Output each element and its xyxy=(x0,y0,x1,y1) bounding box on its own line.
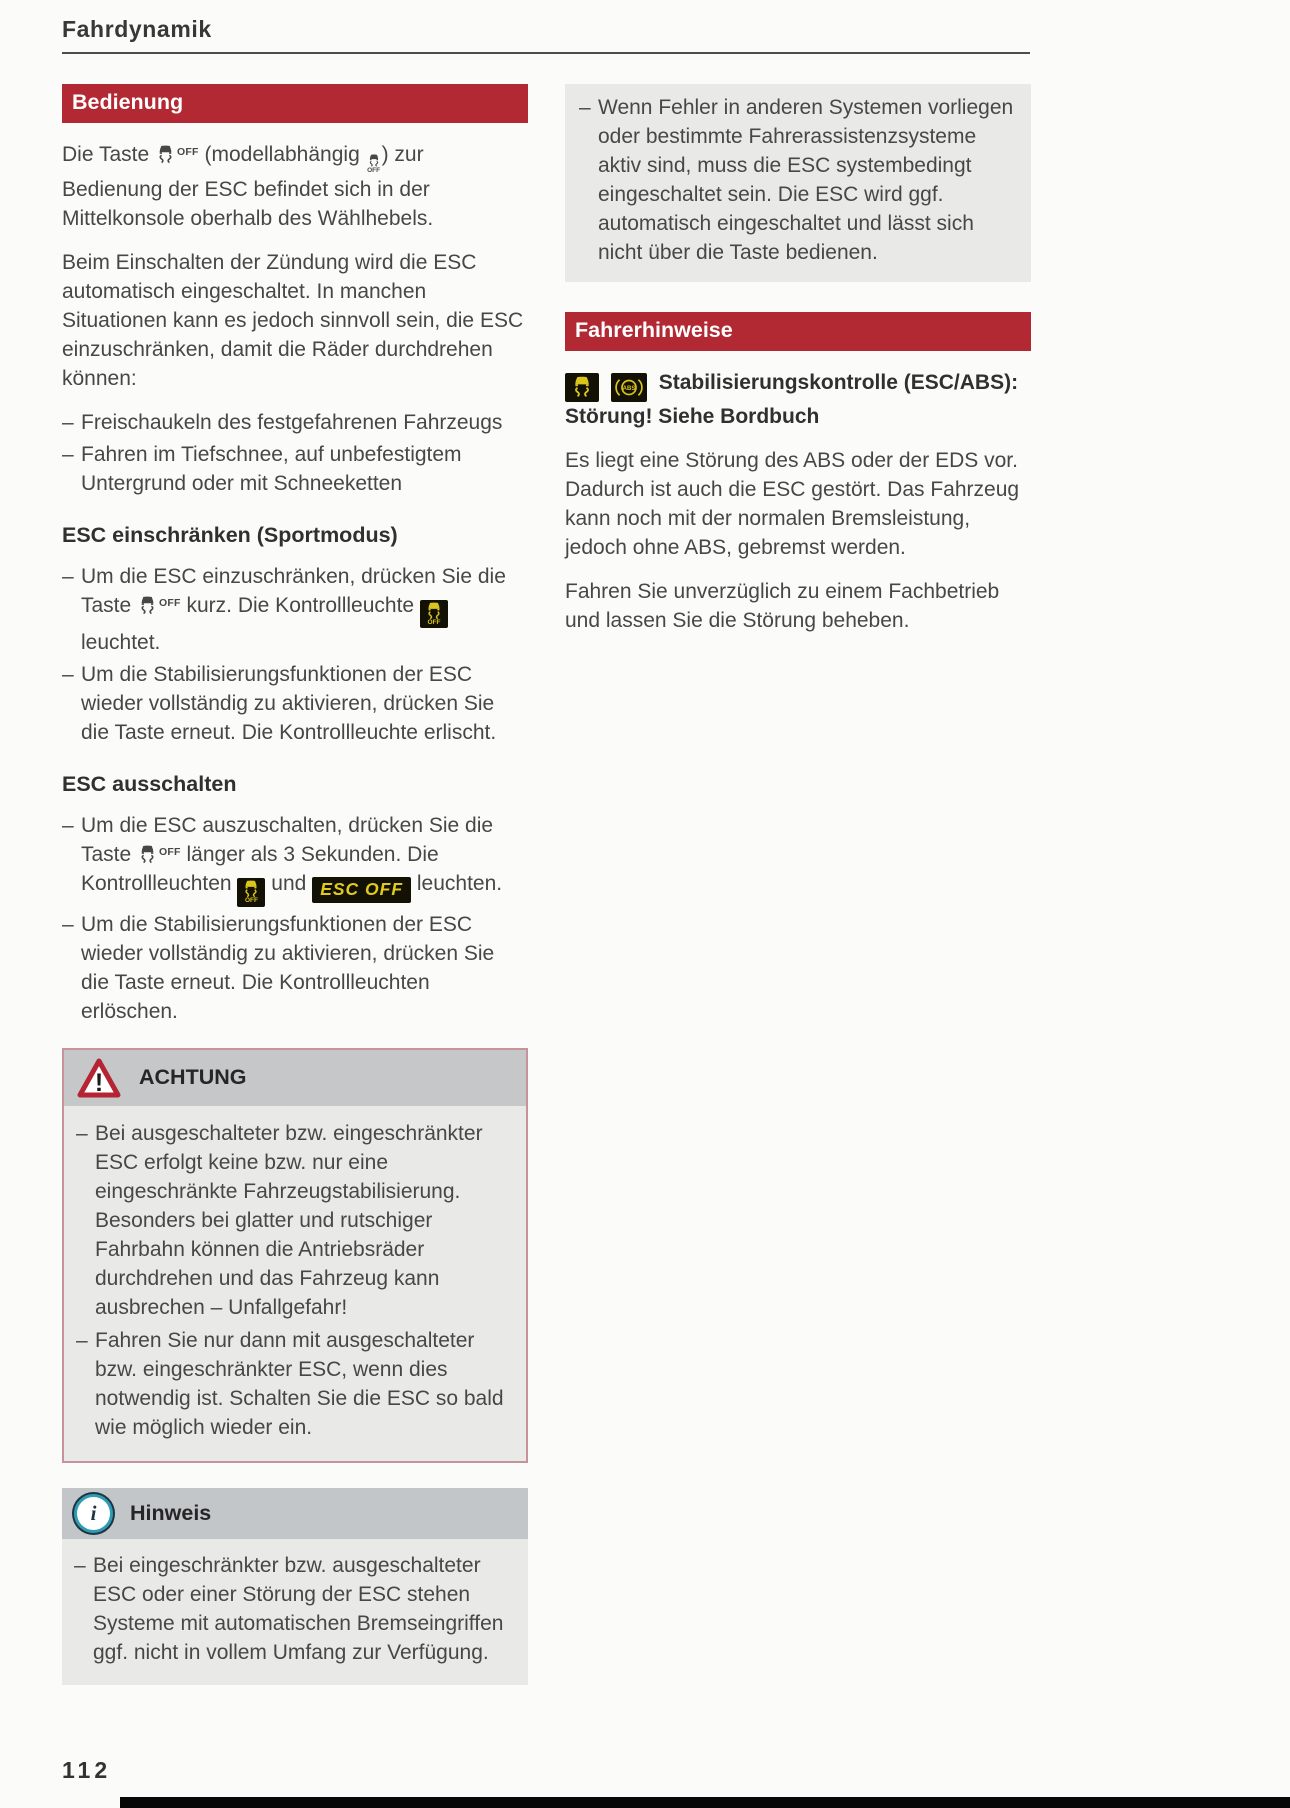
info-icon: i xyxy=(74,1494,113,1533)
text-run: länger als 3 Sekunden. Die Kontrollleuchten xyxy=(81,843,439,895)
content-columns xyxy=(62,84,1031,1685)
list-item: – Fahren Sie nur dann mit ausgeschalteter bzw. eingeschränkter ESC, wenn dies notwendig ist. Schalten Sie die ESC so bald wie möglich wieder ein. xyxy=(76,1326,514,1442)
esc-off-warning-lamp-icon xyxy=(237,878,265,907)
text-run: Um die ESC auszuschalten, drücken Sie die Taste xyxy=(81,814,494,866)
bottom-scan-edge xyxy=(120,1797,1290,1808)
list-item xyxy=(62,811,528,907)
list-item: – Wenn Fehler in anderen Systemen vorliegen oder bestimmte Fahrerassistenzsysteme aktiv sind, muss die ESC systembedingt eingeschaltet sein. Die ESC wird ggf. automatisch eingeschaltet und lässt sich nicht über die Taste bedienen. xyxy=(579,93,1017,267)
ausschalten-steps xyxy=(62,811,528,1026)
car-skid-icon xyxy=(137,596,158,616)
text-run: leuchten. xyxy=(416,872,503,895)
situation-list xyxy=(62,408,528,498)
exclamation-glyph: ! xyxy=(94,1068,104,1097)
text-run: Um die ESC einzuschränken, drücken Sie die Taste xyxy=(81,564,506,617)
off-label: OFF xyxy=(427,618,441,626)
warning-triangle-icon xyxy=(76,1057,122,1099)
abs-warning-lamp-icon xyxy=(611,373,647,402)
esc-off-text-lamp-icon: ESC OFF xyxy=(312,877,411,903)
list-item: – Freischaukeln des festgefahrenen Fahrzeugs xyxy=(62,408,528,437)
text-run: Die Taste xyxy=(62,143,150,166)
esc-off-button-icon xyxy=(155,145,199,165)
abs-icon xyxy=(614,376,644,399)
paragraph-fault-action: Fahren Sie unverzüglich zu einem Fachbetrieb und lassen Sie die Störung beheben. xyxy=(565,580,1000,632)
sportmodus-steps xyxy=(62,562,528,748)
paragraph-button-location xyxy=(62,140,528,233)
list-item: – Fahren im Tiefschnee, auf unbefestigtem Untergrund oder mit Schneeketten xyxy=(62,440,528,498)
car-skid-icon xyxy=(366,154,382,168)
text-run: leuchtet. xyxy=(81,631,161,654)
text-run: und xyxy=(271,872,307,895)
warning-box-body xyxy=(64,1106,526,1461)
warning-box-header xyxy=(64,1050,526,1106)
subheading-esc-ausschalten: ESC ausschalten xyxy=(62,772,237,796)
subheading-sportmodus: ESC einschränken (Sportmodus) xyxy=(62,522,398,547)
right-column xyxy=(565,84,1031,650)
car-skid-icon xyxy=(155,145,176,165)
note-box xyxy=(62,1488,528,1685)
warning-box xyxy=(62,1048,528,1463)
warning-box-title: ACHTUNG xyxy=(139,1065,247,1089)
list-item: – Bei eingeschränkter bzw. ausgeschalteter ESC oder einer Störung der ESC stehen Systeme mit automatischen Bremseingriffen ggf. nicht in vollem Umfang zur Verfügung. xyxy=(74,1551,516,1667)
car-skid-icon xyxy=(137,845,158,865)
esc-off-warning-lamp-icon xyxy=(420,600,448,629)
off-label: OFF xyxy=(159,846,181,858)
section-banner-fahrerhinweise: Fahrerhinweise xyxy=(565,312,1031,351)
note-box-title: Hinweis xyxy=(130,1500,212,1525)
esc-off-stacked-icon xyxy=(366,154,382,175)
list-item: – Um die Stabilisierungsfunktionen der ESC wieder vollständig zu aktivieren, drücken Sie die Taste erneut. Die Kontrollleuchten erlöschen. xyxy=(62,910,528,1026)
fault-message-heading xyxy=(565,368,1031,431)
list-item: – Um die Stabilisierungsfunktionen der ESC wieder vollständig zu aktivieren, drücken Sie die Taste erneut. Die Kontrollleuchte erlischt. xyxy=(62,660,528,747)
paragraph-fault-description: Es liegt eine Störung des ABS oder der EDS vor. Dadurch ist auch die ESC gestört. Das Fahrzeug kann noch mit der normalen Bremsleistung, jedoch ohne ABS, gebremst werden. xyxy=(565,449,1020,559)
off-label: OFF xyxy=(244,897,258,904)
car-skid-icon xyxy=(570,376,594,399)
page-title: Fahrdynamik xyxy=(62,16,212,42)
page-number: 112 xyxy=(62,1757,112,1783)
off-label: OFF xyxy=(367,167,381,174)
list-item xyxy=(62,562,528,658)
abs-label: ABS xyxy=(622,385,636,392)
off-label: OFF xyxy=(177,146,199,158)
esc-warning-lamp-icon xyxy=(565,373,599,402)
fault-heading-text: Stabilisierungskontrolle (ESC/ABS): Störung! Siehe Bordbuch xyxy=(565,371,1019,428)
paragraph-auto-on: Beim Einschalten der Zündung wird die ESC automatisch eingeschaltet. In manchen Situationen kann es jedoch sinnvoll sein, die ESC einzuschränken, damit die Räder durchdrehen können: xyxy=(62,250,524,390)
note-continuation-box xyxy=(565,84,1031,282)
text-run: ) zur Bedienung der ESC befindet sich in der Mittelkonsole oberhalb des Wählhebels. xyxy=(62,143,434,230)
esc-off-button-icon xyxy=(137,596,181,616)
list-item: – Bei ausgeschalteter bzw. eingeschränkter ESC erfolgt keine bzw. nur eine eingeschränkte Fahrzeugstabilisierung. Besonders bei glatter und rutschiger Fahrbahn können die Antriebsräder durchdrehen und das Fahrzeug kann ausbrechen – Unfallgefahr! xyxy=(76,1119,514,1322)
off-label: OFF xyxy=(159,596,181,609)
left-column xyxy=(62,84,528,1685)
text-run: kurz. Die Kontrollleuchte xyxy=(186,593,415,617)
car-skid-icon xyxy=(424,602,444,621)
note-box-body xyxy=(62,1539,528,1685)
page-header xyxy=(62,16,1030,54)
esc-off-button-icon xyxy=(137,845,181,865)
header-rule xyxy=(62,52,1030,54)
note-box-header xyxy=(62,1488,528,1539)
text-run: (modellabhängig xyxy=(204,143,360,166)
section-banner-bedienung: Bedienung xyxy=(62,84,528,123)
